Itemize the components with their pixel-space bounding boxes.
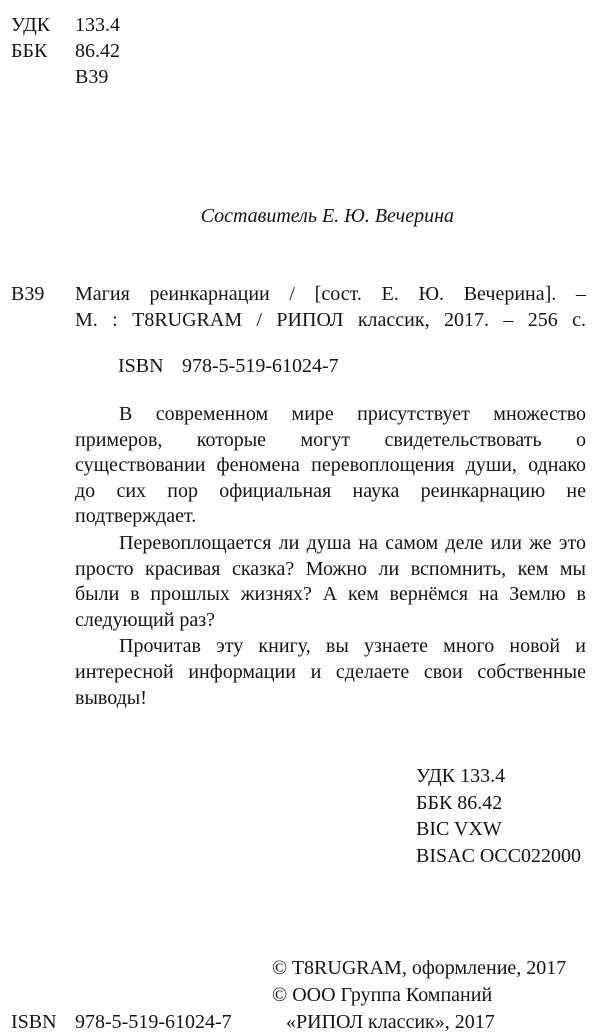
classification-block-bottom: [416, 763, 581, 869]
annotation-paragraph: Перевоплощается ли душа на самом деле или же это просто красивая сказка? Можно ли вспомнить, кем мы были в прошлых жизнях? А кем вернёмся на Землю в следующий раз?: [75, 531, 586, 631]
bottom-isbn: [11, 1009, 232, 1035]
annotation-paragraph: В современном мире присутствует множество примеров, которые могут свидетельствовать о существовании феномена перевоплощения души, однако до сих пор официальная наука реинкарнацию не подтверждает.: [75, 403, 586, 528]
udk-code: УДК 133.4: [416, 765, 506, 787]
isbn-label: ISBN: [11, 1011, 57, 1033]
bic-code: BIC VXW: [416, 818, 502, 840]
copyright-line: © ООО Группа Компаний: [272, 984, 493, 1006]
entry-isbn: [118, 353, 339, 379]
author-mark-row: [11, 64, 211, 90]
copyright-line: «РИПОЛ классик», 2017: [286, 1011, 495, 1033]
author-mark: В39: [75, 66, 109, 88]
annotation-paragraph: Прочитав эту книгу, вы узнаете много новой и интересной информации и сделаете свои собственные выводы!: [75, 635, 586, 709]
udk-label: УДК: [11, 14, 51, 36]
bbk-row: [11, 38, 211, 64]
bbk-value: 86.42: [75, 40, 120, 62]
isbn-value: 978-5-519-61024-7: [182, 355, 339, 377]
udk-row: [11, 12, 211, 38]
udk-value: 133.4: [75, 14, 120, 36]
annotation: [75, 402, 586, 712]
bisac-code: BISAC OCC022000: [416, 844, 582, 867]
isbn-label: ISBN: [118, 355, 164, 377]
entry-imprint-line: М. : T8RUGRAM / РИПОЛ классик, 2017. – 256 с.: [75, 309, 586, 331]
bbk-label: ББК: [11, 40, 48, 62]
bbk-code: ББК 86.42: [416, 791, 503, 814]
entry-index-code: В39: [11, 283, 45, 305]
copyright-block: [272, 955, 566, 1036]
isbn-value: 978-5-519-61024-7: [75, 1011, 232, 1033]
bibliographic-description: [75, 281, 586, 333]
classification-block-top: [11, 12, 211, 92]
copyright-line: © T8RUGRAM, оформление, 2017: [272, 957, 567, 979]
compiler-credit: Составитель Е. Ю. Вечерина: [200, 205, 454, 227]
entry-title-line: Магия реинкарнации / [сост. Е. Ю. Вечерина]. –: [75, 283, 586, 305]
